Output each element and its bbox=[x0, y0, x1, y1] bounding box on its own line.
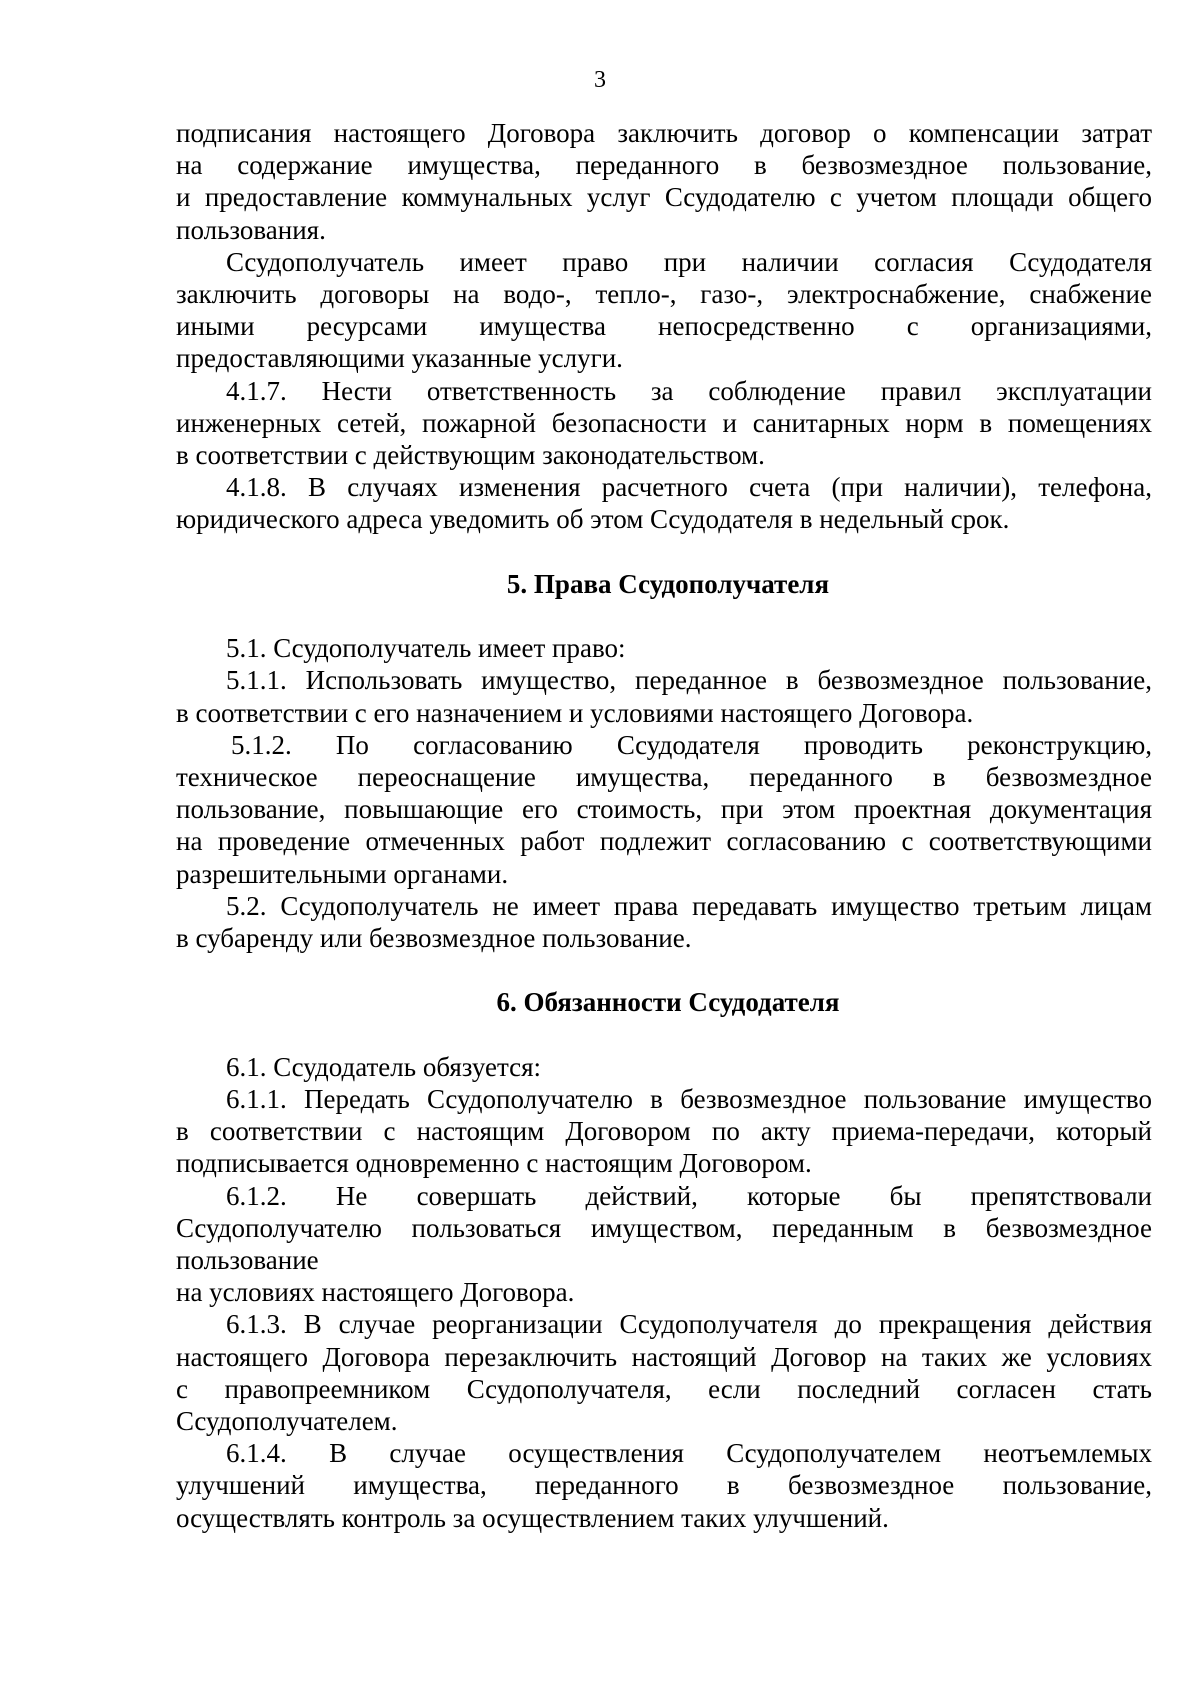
text-line: заключить договоры на водо-, тепло-, газо-, электроснабжение, снабжение bbox=[176, 279, 1152, 310]
text-line: Ссудополучатель имеет право при наличии согласия Ссудодателя bbox=[226, 246, 1152, 277]
section-heading: 5. Права Ссудополучателя bbox=[506, 568, 830, 599]
text-line: 6.1. Ссудодатель обязуется: bbox=[226, 1051, 542, 1082]
text-line: техническое переоснащение имущества, переданного в безвозмездное bbox=[176, 762, 1152, 793]
text-line: 6.1.4. В случае осуществления Ссудополучателем неотъемлемых bbox=[226, 1438, 1152, 1469]
text-line: пользования. bbox=[176, 214, 326, 245]
page-number: 3 bbox=[594, 67, 606, 93]
text-line: с правопреемником Ссудополучателя, если последний согласен стать bbox=[176, 1373, 1152, 1404]
text-line: в соответствии с его назначением и условиями настоящего Договора. bbox=[176, 697, 974, 728]
text-line: 5.1. Ссудополучатель имеет право: bbox=[226, 633, 626, 664]
text-line: пользование bbox=[176, 1245, 319, 1276]
document-body bbox=[176, 117, 1152, 1534]
section-spacer bbox=[176, 954, 1152, 986]
text-line: юридического адреса уведомить об этом Ссудодателя в недельный срок. bbox=[176, 504, 1010, 535]
section-heading: 6. Обязанности Ссудодателя bbox=[496, 987, 840, 1018]
section-spacer bbox=[176, 1019, 1152, 1051]
text-line: на условиях настоящего Договора. bbox=[176, 1277, 575, 1308]
text-line: 5.1.1. Использовать имущество, переданное в безвозмездное пользование, bbox=[226, 665, 1152, 696]
text-line: иными ресурсами имущества непосредственно с организациями, bbox=[176, 311, 1152, 342]
text-line: 5.2. Ссудополучатель не имеет права передавать имущество третьим лицам bbox=[226, 890, 1152, 921]
text-line: улучшений имущества, переданного в безвозмездное пользование, bbox=[176, 1470, 1152, 1501]
text-line: в соответствии с настоящим Договором по акту приема-передачи, который bbox=[176, 1116, 1152, 1147]
text-line: на проведение отмеченных работ подлежит согласованию с соответствующими bbox=[176, 826, 1152, 857]
text-line: 6.1.3. В случае реорганизации Ссудополучателя до прекращения действия bbox=[226, 1309, 1152, 1340]
text-line: предоставляющими указанные услуги. bbox=[176, 343, 623, 374]
text-line: 4.1.8. В случаях изменения расчетного счета (при наличии), телефона, bbox=[226, 472, 1152, 503]
text-line: Ссудополучателю пользоваться имуществом, переданным в безвозмездное bbox=[176, 1212, 1152, 1243]
text-line: и предоставление коммунальных услуг Ссудодателю с учетом площади общего bbox=[176, 182, 1152, 213]
text-line: разрешительными органами. bbox=[176, 858, 509, 889]
text-line: 6.1.2. Не совершать действий, которые бы препятствовали bbox=[226, 1180, 1152, 1211]
text-line: подписывается одновременно с настоящим Договором. bbox=[176, 1148, 812, 1179]
text-line: инженерных сетей, пожарной безопасности и санитарных норм в помещениях bbox=[176, 407, 1152, 438]
text-line: в соответствии с действующим законодательством. bbox=[176, 440, 765, 471]
text-line: 6.1.1. Передать Ссудополучателю в безвозмездное пользование имущество bbox=[226, 1084, 1152, 1115]
text-line: на содержание имущества, переданного в безвозмездное пользование, bbox=[176, 150, 1152, 181]
section-spacer bbox=[176, 600, 1152, 632]
text-line: подписания настоящего Договора заключить договор о компенсации затрат bbox=[176, 118, 1152, 148]
text-line: 4.1.7. Нести ответственность за соблюдение правил эксплуатации bbox=[226, 375, 1152, 406]
section-spacer bbox=[176, 536, 1152, 568]
text-line: осуществлять контроль за осуществлением таких улучшений. bbox=[176, 1502, 889, 1533]
text-line: настоящего Договора перезаключить настоящий Договор на таких же условиях bbox=[176, 1341, 1152, 1372]
text-line: в субаренду или безвозмездное пользование. bbox=[176, 923, 692, 954]
text-line: Ссудополучателем. bbox=[176, 1406, 398, 1437]
text-line: 5.1.2. По согласованию Ссудодателя проводить реконструкцию, bbox=[231, 729, 1152, 760]
text-line: пользование, повышающие его стоимость, при этом проектная документация bbox=[176, 794, 1152, 825]
